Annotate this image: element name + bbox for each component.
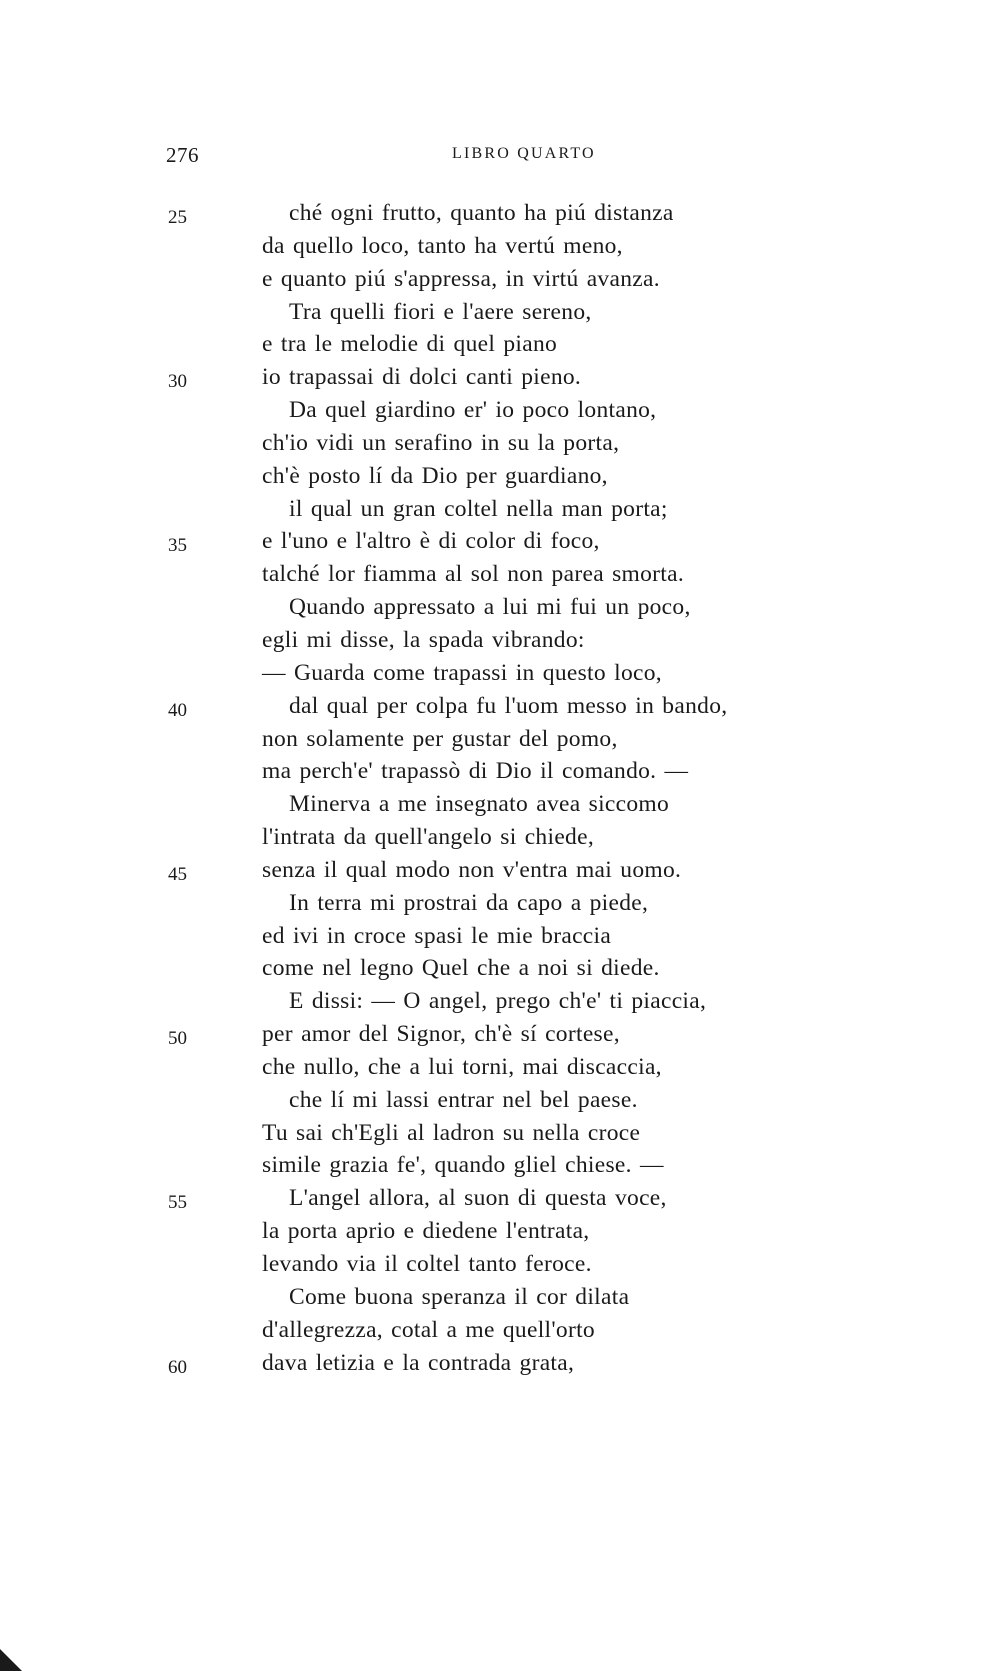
verse-line — [0, 361, 1001, 394]
line-number: 55 — [168, 1192, 187, 1214]
verse-text: levando via il coltel tanto feroce. — [262, 1251, 592, 1277]
verse-text: ché ogni frutto, quanto ha piú distanza — [289, 200, 674, 226]
verse-line — [0, 1215, 1001, 1248]
verse-text: per amor del Signor, ch'è sí cortese, — [262, 1021, 620, 1048]
verse-line — [0, 328, 1001, 361]
verse-line — [0, 197, 1001, 230]
line-number: 40 — [168, 699, 187, 721]
verse-line — [0, 1051, 1001, 1084]
verse-text: Minerva a me insegnato avea siccomo — [289, 791, 670, 818]
verse-line — [0, 1314, 1001, 1347]
verse-line — [0, 985, 1001, 1018]
line-number: 25 — [168, 207, 187, 228]
verse-line — [0, 296, 1001, 329]
verse-text: la porta aprio e diedene l'entrata, — [262, 1218, 590, 1245]
running-title: LIBRO QUARTO — [452, 145, 596, 162]
verse-line — [0, 525, 1001, 558]
verse-line — [0, 1018, 1001, 1051]
verse-text: ch'è posto lí da Dio per guardiano, — [262, 462, 608, 489]
verse-text: dal qual per colpa fu l'uom messo in bando, — [289, 692, 728, 719]
verse-text: In terra mi prostrai da capo a piede, — [289, 889, 649, 916]
verse-text: Tu sai ch'Egli al ladron su nella croce — [262, 1119, 641, 1146]
verse-line — [0, 755, 1001, 788]
verse-line — [0, 624, 1001, 657]
running-head — [0, 143, 1001, 167]
verse-line — [0, 788, 1001, 821]
verse-text: non solamente per gustar del pomo, — [262, 725, 618, 752]
verse-line — [0, 394, 1001, 427]
verse-line — [0, 821, 1001, 854]
verse-text: il qual un gran coltel nella man porta; — [289, 495, 668, 522]
verse-line — [0, 920, 1001, 953]
verse-text: d'allegrezza, cotal a me quell'orto — [262, 1316, 595, 1343]
verse-text: e l'uno e l'altro è di color di foco, — [262, 528, 600, 555]
verse-text: egli mi disse, la spada vibrando: — [262, 626, 585, 653]
verse-line — [0, 952, 1001, 985]
verse-text: l'intrata da quell'angelo si chiede, — [262, 824, 594, 851]
verse-line — [0, 690, 1001, 723]
page-number: 276 — [166, 143, 199, 167]
verse-line — [0, 263, 1001, 296]
line-number: 35 — [168, 535, 187, 557]
verse-line — [0, 558, 1001, 591]
verse-line — [0, 854, 1001, 887]
line-number: 30 — [168, 371, 187, 393]
verse-text: da quello loco, tanto ha vertú meno, — [262, 232, 623, 259]
verse-text: senza il qual modo non v'entra mai uomo. — [262, 856, 682, 883]
verse-text: Tra quelli fiori e l'aere sereno, — [289, 298, 592, 325]
verse-line — [0, 657, 1001, 690]
verse-text: talché lor fiamma al sol non parea smorta. — [262, 561, 685, 588]
verse-line — [0, 1281, 1001, 1314]
verse-line — [0, 460, 1001, 493]
verse-text: — Guarda come trapassi in questo loco, — [262, 659, 662, 686]
verse-text: che nullo, che a lui torni, mai discaccia, — [262, 1053, 662, 1080]
verse-line — [0, 1084, 1001, 1117]
verse-text: ma perch'e' trapassò di Dio il comando. — — [262, 758, 689, 785]
verse-text: come nel legno Quel che a noi si diede. — [262, 955, 660, 982]
corner-mark — [0, 1649, 22, 1671]
verse-line — [0, 493, 1001, 526]
verse-text: che lí mi lassi entrar nel bel paese. — [289, 1086, 638, 1113]
verse-text: e tra le melodie di quel piano — [262, 331, 558, 358]
verse-text: Come buona speranza il cor dilata — [289, 1283, 630, 1310]
verse-text: ed ivi in croce spasi le mie braccia — [262, 922, 612, 949]
verse-line — [0, 1149, 1001, 1182]
verse-line — [0, 591, 1001, 624]
verse-line — [0, 1117, 1001, 1150]
verse-line — [0, 1182, 1001, 1215]
line-number: 50 — [168, 1028, 187, 1050]
verse-text: io trapassai di dolci canti pieno. — [262, 364, 582, 391]
verse-text: Quando appressato a lui mi fui un poco, — [289, 594, 691, 621]
verse-text: L'angel allora, al suon di questa voce, — [289, 1185, 667, 1212]
verse-line — [0, 1347, 1001, 1380]
verse-text: dava letizia e la contrada grata, — [262, 1349, 575, 1376]
verse-text: ch'io vidi un serafino in su la porta, — [262, 429, 620, 456]
line-number: 60 — [168, 1356, 187, 1378]
verse-text: e quanto piú s'appressa, in virtú avanza. — [262, 265, 660, 292]
verse-line — [0, 427, 1001, 460]
line-number: 45 — [168, 863, 187, 885]
verse-text: simile grazia fe', quando gliel chiese. — — [262, 1152, 664, 1179]
poem-text — [0, 197, 1001, 1379]
verse-line — [0, 723, 1001, 756]
verse-line — [0, 1248, 1001, 1281]
verse-text: E dissi: — O angel, prego ch'e' ti piaccia, — [289, 988, 707, 1015]
verse-line — [0, 230, 1001, 263]
verse-line — [0, 887, 1001, 920]
verse-text: Da quel giardino er' io poco lontano, — [289, 397, 657, 424]
